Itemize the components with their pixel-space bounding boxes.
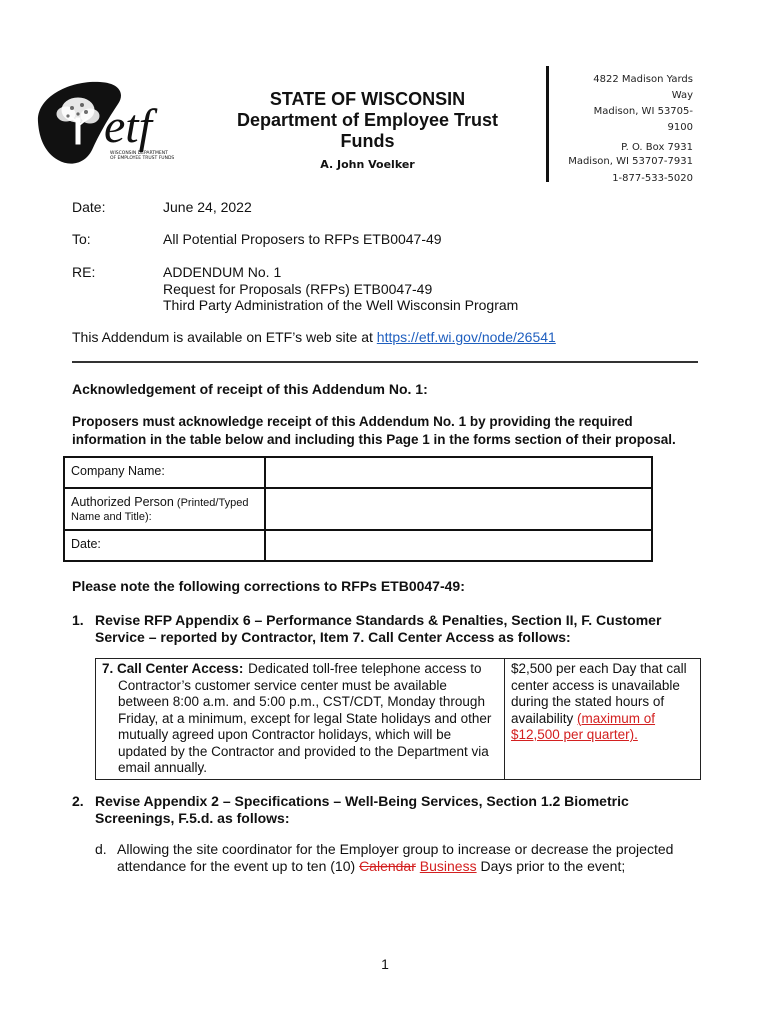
to-value: All Potential Proposers to RFPs ETB0047-49 [163, 231, 442, 247]
re-line-2: Request for Proposals (RFPs) ETB0047-49 [163, 280, 433, 297]
call-center-row [96, 659, 701, 780]
call-center-table [95, 658, 701, 780]
svg-text:WISCONSIN DEPARTMENT: WISCONSIN DEPARTMENT [110, 151, 168, 156]
penalty-text: $2,500 per each Day that call center access is unavailable during the stated hours of availability [511, 661, 687, 726]
authorized-person-field[interactable] [265, 488, 652, 530]
deleted-word: Calendar [359, 858, 416, 874]
form-date-label: Date: [64, 530, 265, 561]
sub-d-text [117, 841, 707, 875]
address-po-box: P. O. Box 7931 [621, 142, 693, 153]
call-center-desc-rest: Contractor’s customer service center must be available between 8:00 a.m. and 5:00 p.m., CST/CDT, Monday through Friday, at a minimum, except for legal State holidays and other mutually agreed upon Contractor holidays, which will be updated by the Contractor and provided to the Department via email annually. [118, 677, 492, 775]
sub-d-before: Allowing the site coordinator for the Employer group to increase or decrease the projected attendance for the event up to ten (10) [117, 841, 674, 874]
addendum-link[interactable]: https://etf.wi.gov/node/26541 [376, 329, 556, 345]
availability-paragraph [72, 328, 702, 346]
item-1-line-2: Service – reported by Contractor, Item 7. Call Center Access as follows: [95, 629, 571, 645]
re-label: RE: [72, 264, 96, 280]
call-center-standard [96, 659, 505, 780]
re-line-1: ADDENDUM No. 1 [163, 264, 282, 280]
item-1-line-1: Revise RFP Appendix 6 – Performance Standards & Penalties, Section II, F. Customer [95, 612, 662, 628]
address-po-city: Madison, WI 53707-7931 [568, 156, 693, 167]
etf-logo [30, 72, 190, 172]
department-title-line2: Funds [340, 131, 395, 151]
call-center-desc-first: Dedicated toll-free telephone access to [244, 661, 482, 676]
instruction-line-1: Proposers must acknowledge receipt of this Addendum No. 1 by providing the required [72, 414, 633, 429]
authorized-person-label [64, 488, 265, 530]
page-number: 1 [381, 956, 389, 972]
item-2-text [95, 793, 715, 827]
date-value: June 24, 2022 [163, 199, 252, 215]
availability-text: This Addendum is available on ETF’s web site at [72, 329, 377, 345]
agency-title-block [200, 88, 535, 171]
item-2-number: 2. [72, 793, 84, 809]
logo-graphic [30, 72, 190, 172]
acknowledgement-instruction [72, 413, 702, 449]
address-street-1: 4822 Madison Yards [593, 74, 693, 85]
form-date-field[interactable] [265, 530, 652, 561]
form-row-person [64, 488, 652, 530]
address-street-2: Way [671, 90, 693, 101]
acknowledgement-heading: Acknowledgement of receipt of this Addendum No. 1: [72, 381, 428, 397]
sub-d-letter: d. [95, 841, 107, 857]
call-center-label: 7. Call Center Access: [102, 661, 244, 676]
svg-text:etf: etf [104, 100, 152, 153]
authorized-person-hint-2: Name and Title): [71, 511, 152, 523]
svg-text:OF EMPLOYEE TRUST FUNDS: OF EMPLOYEE TRUST FUNDS [110, 156, 175, 161]
form-row-date [64, 530, 652, 561]
secretary-name: A. John Voelker [320, 158, 415, 171]
item-1-text [95, 612, 715, 646]
instruction-line-2: information in the table below and including this Page 1 in the forms section of their proposal. [72, 432, 676, 447]
to-label: To: [72, 231, 91, 247]
corrections-heading: Please note the following corrections to RFPs ETB0047-49: [72, 578, 465, 594]
inserted-word: Business [419, 858, 477, 874]
item-1-number: 1. [72, 612, 84, 628]
address-phone: 1-877-533-5020 [612, 173, 693, 184]
acknowledgement-form [63, 456, 653, 562]
state-title: STATE OF WISCONSIN [269, 89, 466, 109]
re-line-3: Third Party Administration of the Well Wisconsin Program [163, 297, 519, 313]
header-divider [546, 66, 549, 182]
company-name-field[interactable] [265, 457, 652, 488]
address-city-2: 9100 [667, 122, 693, 133]
address-block [555, 72, 693, 184]
section-divider [72, 361, 698, 363]
department-title-line1: Department of Employee Trust [236, 110, 499, 130]
sub-d-after: Days prior to the event; [476, 858, 626, 874]
company-name-label: Company Name: [64, 457, 265, 488]
penalty-added-text: (maximum of $12,500 per quarter). [511, 710, 656, 742]
item-2-line-2: Screenings, F.5.d. as follows: [95, 810, 290, 826]
authorized-person-text: Authorized Person [71, 495, 174, 509]
date-label: Date: [72, 199, 106, 215]
address-city-1: Madison, WI 53705- [593, 106, 693, 117]
call-center-penalty [505, 659, 701, 780]
item-2-line-1: Revise Appendix 2 – Specifications – Well-Being Services, Section 1.2 Biometric [95, 793, 629, 809]
form-row-company [64, 457, 652, 488]
authorized-person-hint: (Printed/Typed [173, 497, 249, 509]
